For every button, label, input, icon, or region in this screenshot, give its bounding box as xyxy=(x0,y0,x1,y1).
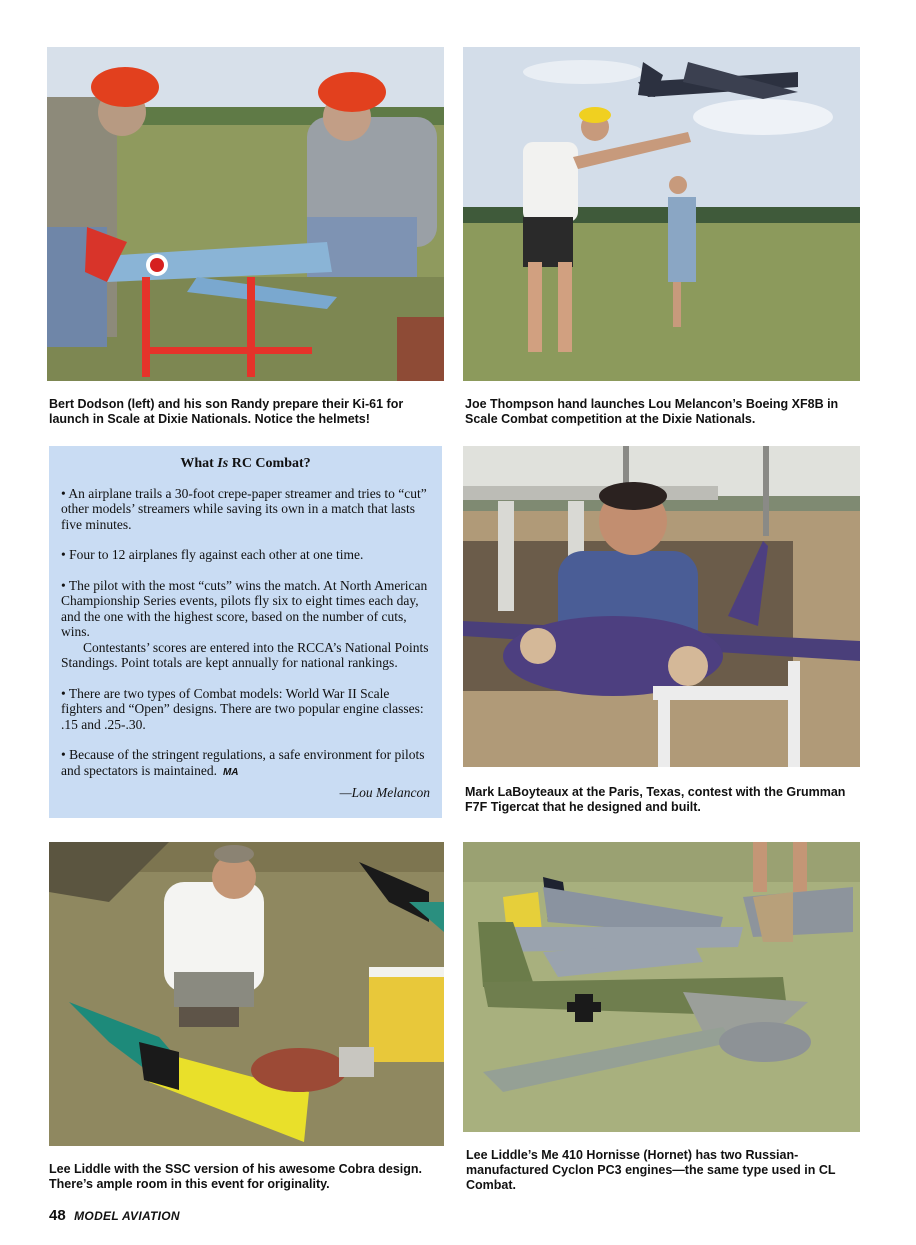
sidebar-paragraph: Contestants’ scores are entered into the RCCA’s National Points Standings. Point totals are kept annually for national rankings. xyxy=(61,639,429,670)
sidebar-paragraph: • There are two types of Combat models: World War II Scale fighters and “Open” designs. There are two popular engine classes: .15 and .25-.30. xyxy=(61,685,424,732)
sidebar-paragraph: • Four to 12 airplanes fly against each other at one time. xyxy=(61,547,364,562)
sidebar-byline: —Lou Melancon xyxy=(339,785,430,800)
photo-tigercat xyxy=(463,446,860,767)
sidebar-paragraph: • The pilot with the most “cuts” wins the match. At North American Championship Series events, pilots fly six to eight times each day, and the one with the highest score, based on the number of cuts, wins. xyxy=(61,577,428,639)
photo-me410 xyxy=(463,842,860,1132)
photo-ki61 xyxy=(47,47,444,381)
photo-cobra xyxy=(49,842,444,1146)
page-number: 48 xyxy=(49,1207,66,1224)
page-footer xyxy=(49,1207,180,1225)
magazine-name: MODEL AVIATION xyxy=(74,1209,180,1223)
photo-xf8b xyxy=(463,47,860,381)
sidebar-paragraph-last: • Because of the stringent regulations, a safe environment for pilots and spectators is maintained. MA xyxy=(61,747,425,778)
end-mark: MA xyxy=(222,766,239,778)
photo-tigercat-caption: Mark LaBoyteaux at the Paris, Texas, contest with the Grumman F7F Tigercat that he designed and built. xyxy=(465,785,846,814)
sidebar-paragraph: • An airplane trails a 30-foot crepe-paper streamer and tries to “cut” other models’ streamers while saving its own in a match that lasts five minutes. xyxy=(61,485,427,532)
photo-xf8b-caption: Joe Thompson hand launches Lou Melancon’s Boeing XF8B in Scale Combat competition at the Dixie Nationals. xyxy=(465,397,839,426)
photo-me410-caption: Lee Liddle’s Me 410 Hornisse (Hornet) has two Russian-manufactured Cyclon PC3 engines—the same type used in CL Combat. xyxy=(466,1148,836,1192)
photo-cobra-caption: Lee Liddle with the SSC version of his awesome Cobra design. There’s ample room in this event for originality. xyxy=(49,1162,422,1191)
rc-combat-sidebar xyxy=(49,446,442,818)
sidebar-title: What Is RC Combat? xyxy=(180,456,311,471)
photo-ki61-caption: Bert Dodson (left) and his son Randy prepare their Ki-61 for launch in Scale at Dixie Nationals. Notice the helmets! xyxy=(49,397,404,426)
